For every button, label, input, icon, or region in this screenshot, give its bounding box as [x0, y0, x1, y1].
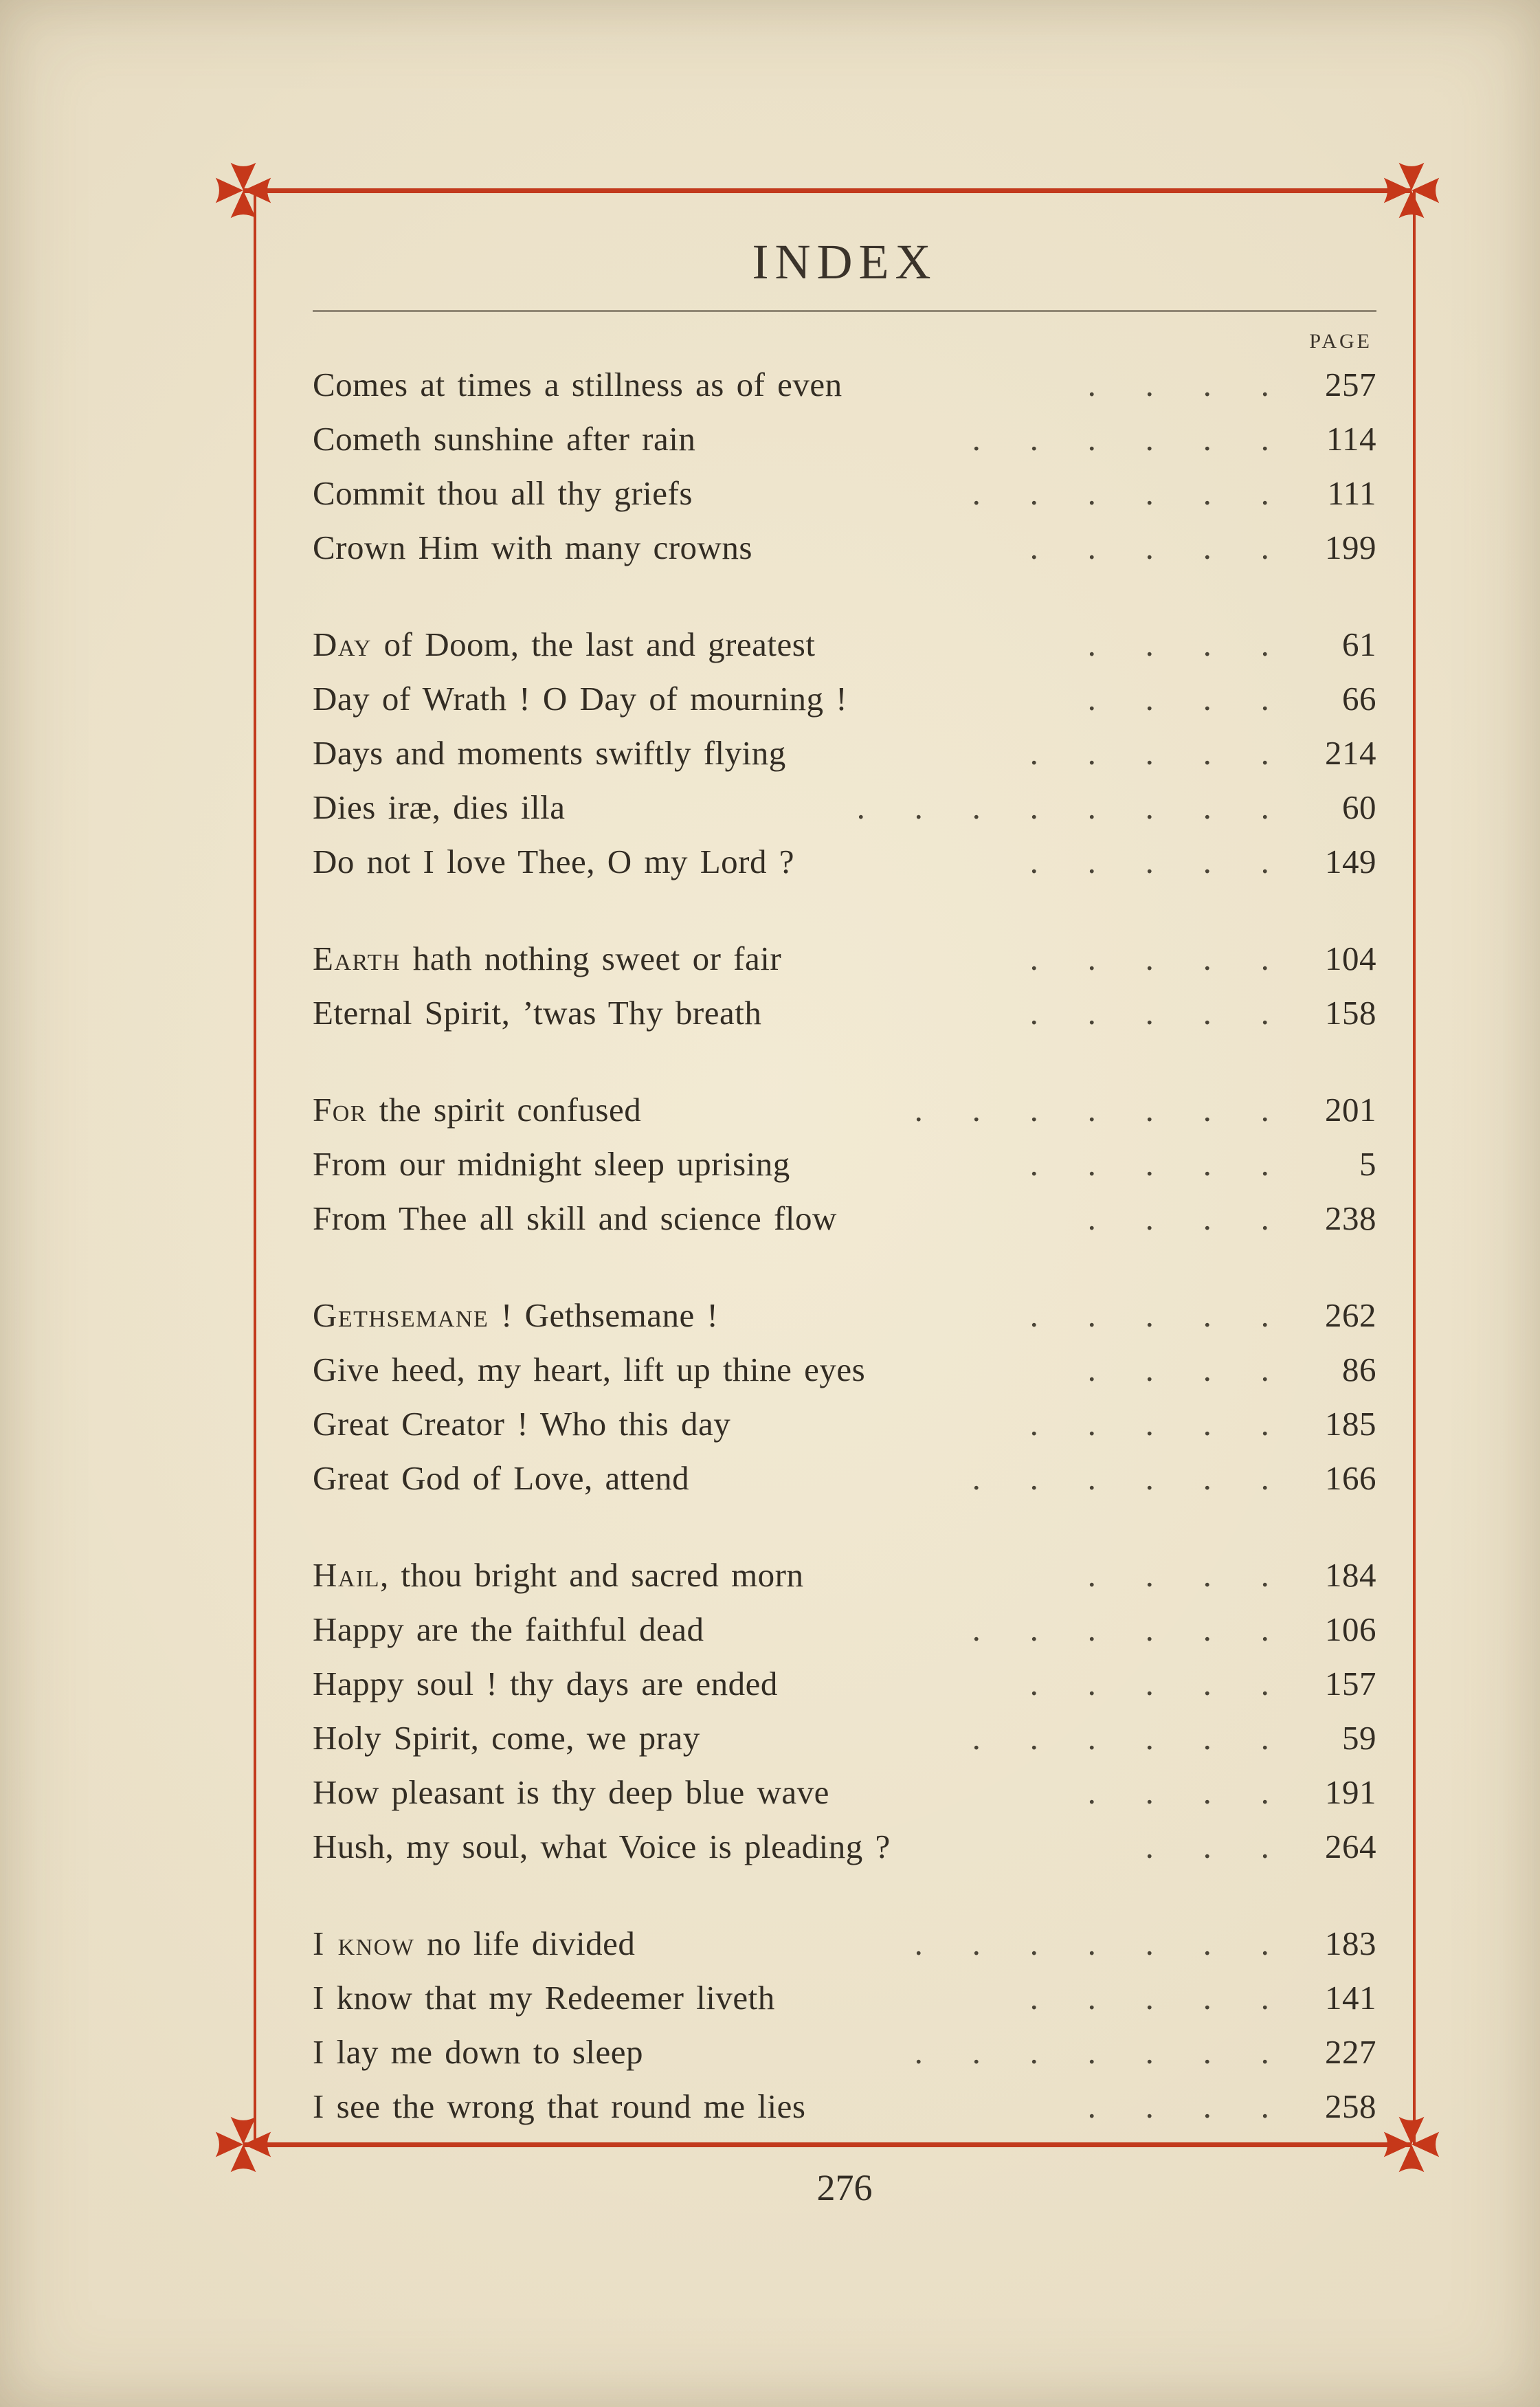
dot-leader: [1063, 672, 1294, 726]
dot-leader: [832, 780, 1294, 834]
leader-dot: .: [1203, 680, 1212, 718]
leader-dot: .: [1260, 1925, 1270, 1962]
index-entry: [313, 617, 1376, 672]
leader-dot: .: [1087, 1665, 1097, 1702]
leader-dot: .: [1145, 788, 1154, 826]
leader-dot: .: [1029, 940, 1039, 977]
entry-first-line: I see the wrong that round me lies: [313, 2087, 806, 2125]
entry-first-line: Happy are the faithful dead: [313, 1610, 704, 1648]
dot-leader: [1063, 617, 1294, 672]
leader-dot: .: [1260, 1351, 1270, 1388]
entry-page-number: 184: [1325, 1556, 1376, 1594]
leader-dot: .: [972, 1925, 981, 1962]
index-entry: [313, 412, 1376, 466]
index-entry: [313, 1342, 1376, 1397]
leader-dot: .: [1145, 1459, 1154, 1497]
index-entry: [313, 1819, 1376, 1874]
dot-leader: [1121, 1819, 1294, 1874]
leader-dot: .: [1260, 940, 1270, 977]
leader-dot: .: [1145, 1610, 1154, 1648]
leader-dot: .: [1087, 1719, 1097, 1757]
dot-leader: [948, 1711, 1294, 1765]
dot-leader: [1063, 2079, 1294, 2133]
leader-dot: .: [1260, 788, 1270, 826]
leader-dot: .: [1145, 1719, 1154, 1757]
dot-leader: [1005, 520, 1294, 575]
index-entry: [313, 1656, 1376, 1711]
entry-page-number: 59: [1342, 1719, 1376, 1757]
leader-dot: .: [1203, 1405, 1212, 1443]
index-entry: [313, 780, 1376, 834]
index-entry: [313, 931, 1376, 986]
index-entry: [313, 1602, 1376, 1656]
leader-dot: .: [1145, 529, 1154, 566]
leader-dot: .: [1029, 1610, 1039, 1648]
leader-dot: .: [1260, 1199, 1270, 1237]
leader-dot: .: [1260, 1459, 1270, 1497]
leader-dot: .: [914, 1091, 924, 1129]
leader-dot: .: [1203, 1610, 1212, 1648]
leader-dot: .: [972, 2033, 981, 2071]
leader-dot: .: [1145, 2033, 1154, 2071]
dot-leader: [1063, 1765, 1294, 1819]
leader-dot: .: [1203, 1979, 1212, 2017]
leader-dot: .: [972, 788, 981, 826]
leader-dot: .: [1029, 529, 1039, 566]
leader-dot: .: [1087, 1145, 1097, 1183]
entry-first-line: From Thee all skill and science flow: [313, 1199, 837, 1237]
leader-dot: .: [1260, 1773, 1270, 1811]
leader-dot: .: [1029, 843, 1039, 880]
page-content: [313, 227, 1376, 2133]
leader-dot: .: [1087, 680, 1097, 718]
leader-dot: .: [972, 474, 981, 512]
leader-dot: .: [1145, 1979, 1154, 2017]
index-entry: [313, 1083, 1376, 1137]
entry-page-number: 86: [1342, 1351, 1376, 1388]
dot-leader: [948, 412, 1294, 466]
entry-first-line: Hush, my soul, what Voice is pleading ?: [313, 1828, 891, 1865]
leader-dot: .: [1203, 1091, 1212, 1129]
leader-dot: .: [1203, 474, 1212, 512]
leader-dot: .: [1087, 843, 1097, 880]
leader-dot: .: [1029, 1405, 1039, 1443]
leader-dot: .: [1029, 1459, 1039, 1497]
index-entry: [313, 672, 1376, 726]
leader-dot: .: [1203, 366, 1212, 403]
entry-page-number: 5: [1359, 1145, 1376, 1183]
entry-page-number: 60: [1342, 788, 1376, 826]
leader-dot: .: [1260, 1610, 1270, 1648]
entry-page-number: 157: [1325, 1665, 1376, 1702]
entry-first-line: Days and moments swiftly flying: [313, 734, 786, 772]
leader-dot: .: [1145, 1773, 1154, 1811]
leader-dot: .: [1203, 788, 1212, 826]
entry-first-line: Eternal Spirit, ’twas Thy breath: [313, 994, 762, 1032]
index-group: [313, 931, 1376, 1040]
entry-page-number: 183: [1325, 1925, 1376, 1962]
dot-leader: [1063, 1191, 1294, 1245]
leader-dot: .: [1203, 1665, 1212, 1702]
index-entry: [313, 986, 1376, 1040]
entry-first-line: For the spirit confused: [313, 1091, 642, 1129]
leader-dot: .: [1087, 1091, 1097, 1129]
entry-page-number: 66: [1342, 680, 1376, 718]
leader-dot: .: [1203, 843, 1212, 880]
entry-first-line: Happy soul ! thy days are ended: [313, 1665, 778, 1702]
entry-first-line: Hail, thou bright and sacred morn: [313, 1556, 804, 1594]
leader-dot: .: [1087, 420, 1097, 458]
index-group: [313, 357, 1376, 575]
leader-dot: .: [1087, 1610, 1097, 1648]
index-entry: [313, 834, 1376, 889]
dot-leader: [948, 466, 1294, 520]
leader-dot: .: [1087, 1296, 1097, 1334]
maltese-cross-icon: [1380, 159, 1443, 222]
leader-dot: .: [1203, 994, 1212, 1032]
leader-dot: .: [1260, 366, 1270, 403]
entry-first-line: Cometh sunshine after rain: [313, 420, 696, 458]
index-entry: [313, 357, 1376, 412]
leader-dot: .: [1087, 529, 1097, 566]
leader-dot: .: [1260, 994, 1270, 1032]
leader-dot: .: [1145, 366, 1154, 403]
entry-page-number: 111: [1327, 474, 1376, 512]
index-entry: [313, 2025, 1376, 2079]
leader-dot: .: [1029, 1719, 1039, 1757]
leader-dot: .: [1145, 2087, 1154, 2125]
index-entry: [313, 1971, 1376, 2025]
entry-page-number: 258: [1325, 2087, 1376, 2125]
index-entry: [313, 726, 1376, 780]
entry-first-line: I know no life divided: [313, 1925, 636, 1962]
leader-dot: .: [1203, 420, 1212, 458]
leader-dot: .: [1087, 625, 1097, 663]
leader-dot: .: [1087, 940, 1097, 977]
entry-page-number: 61: [1342, 625, 1376, 663]
leader-dot: .: [914, 2033, 924, 2071]
folio-page-number: 276: [816, 2167, 873, 2208]
index-group: [313, 1083, 1376, 1245]
leader-dot: .: [1260, 474, 1270, 512]
leader-dot: .: [1087, 1556, 1097, 1594]
entry-first-line: Day of Wrath ! O Day of mourning !: [313, 680, 848, 718]
leader-dot: .: [1260, 2087, 1270, 2125]
leader-dot: .: [1087, 474, 1097, 512]
entry-page-number: 106: [1325, 1610, 1376, 1648]
leader-dot: .: [1260, 734, 1270, 772]
entry-lead-smallcaps: Gethsemane: [313, 1296, 489, 1334]
dot-leader: [1005, 1656, 1294, 1711]
dot-leader: [1005, 1397, 1294, 1451]
entry-first-line: Commit thou all thy griefs: [313, 474, 693, 512]
leader-dot: .: [1029, 1145, 1039, 1183]
leader-dot: .: [1029, 788, 1039, 826]
leader-dot: .: [1260, 1719, 1270, 1757]
index-entry: [313, 1548, 1376, 1602]
leader-dot: .: [1145, 1145, 1154, 1183]
maltese-cross-icon: [212, 159, 275, 222]
dot-leader: [1005, 1288, 1294, 1342]
leader-dot: .: [1260, 1828, 1270, 1865]
leader-dot: .: [1203, 2033, 1212, 2071]
leader-dot: .: [1260, 420, 1270, 458]
entry-page-number: 185: [1325, 1405, 1376, 1443]
leader-dot: .: [1203, 1925, 1212, 1962]
leader-dot: .: [1145, 1405, 1154, 1443]
entry-first-line: Gethsemane ! Gethsemane !: [313, 1296, 719, 1334]
leader-dot: .: [1087, 1459, 1097, 1497]
entry-first-line: Great Creator ! Who this day: [313, 1405, 731, 1443]
dot-leader: [1005, 931, 1294, 986]
leader-dot: .: [1260, 1296, 1270, 1334]
leader-dot: .: [1087, 1773, 1097, 1811]
leader-dot: .: [1029, 2033, 1039, 2071]
leader-dot: .: [1260, 529, 1270, 566]
entry-page-number: 104: [1325, 940, 1376, 977]
dot-leader: [948, 1602, 1294, 1656]
dot-leader: [1063, 357, 1294, 412]
leader-dot: .: [1087, 2033, 1097, 2071]
entry-page-number: 257: [1325, 366, 1376, 403]
leader-dot: .: [1087, 2087, 1097, 2125]
entry-lead-smallcaps: I know: [313, 1925, 415, 1962]
leader-dot: .: [1145, 1296, 1154, 1334]
index-entry: [313, 1765, 1376, 1819]
dot-leader: [1005, 1137, 1294, 1191]
dot-leader: [948, 1451, 1294, 1505]
leader-dot: .: [1029, 1665, 1039, 1702]
leader-dot: .: [1029, 994, 1039, 1032]
leader-dot: .: [1087, 788, 1097, 826]
leader-dot: .: [1087, 1199, 1097, 1237]
entry-lead-smallcaps: Day: [313, 625, 372, 663]
leader-dot: .: [1203, 625, 1212, 663]
entry-page-number: 141: [1325, 1979, 1376, 2017]
dot-leader: [890, 1916, 1294, 1971]
leader-dot: .: [1203, 2087, 1212, 2125]
entry-first-line: From our midnight sleep uprising: [313, 1145, 790, 1183]
leader-dot: .: [1260, 2033, 1270, 2071]
leader-dot: .: [1087, 1925, 1097, 1962]
leader-dot: .: [1203, 1556, 1212, 1594]
leader-dot: .: [1260, 1091, 1270, 1129]
leader-dot: .: [1087, 1351, 1097, 1388]
leader-dot: .: [1260, 1405, 1270, 1443]
leader-dot: .: [1203, 1773, 1212, 1811]
index-entry: [313, 1397, 1376, 1451]
index-list: [313, 357, 1376, 2133]
leader-dot: .: [1087, 1979, 1097, 2017]
entry-first-line: Give heed, my heart, lift up thine eyes: [313, 1351, 866, 1388]
dot-leader: [1005, 834, 1294, 889]
leader-dot: .: [1145, 1556, 1154, 1594]
dot-leader: [1005, 726, 1294, 780]
dot-leader: [1005, 1971, 1294, 2025]
entry-first-line: Dies iræ, dies illa: [313, 788, 566, 826]
frame-rule-bottom: [243, 2142, 1411, 2147]
index-group: [313, 1548, 1376, 1874]
page-title: INDEX: [752, 234, 937, 289]
leader-dot: .: [1145, 474, 1154, 512]
index-entry: [313, 1137, 1376, 1191]
entry-lead-smallcaps: For: [313, 1091, 367, 1129]
leader-dot: .: [914, 1925, 924, 1962]
leader-dot: .: [1203, 1296, 1212, 1334]
leader-dot: .: [1029, 1296, 1039, 1334]
leader-dot: .: [1145, 1665, 1154, 1702]
dot-leader: [1063, 1548, 1294, 1602]
leader-dot: .: [1145, 734, 1154, 772]
leader-dot: .: [1029, 734, 1039, 772]
leader-dot: .: [972, 1091, 981, 1129]
index-entry: [313, 466, 1376, 520]
entry-page-number: 199: [1325, 529, 1376, 566]
leader-dot: .: [1203, 1351, 1212, 1388]
frame-rule-left: [254, 190, 256, 2144]
leader-dot: .: [1203, 1459, 1212, 1497]
leader-dot: .: [1087, 734, 1097, 772]
entry-page-number: 191: [1325, 1773, 1376, 1811]
entry-page-number: 214: [1325, 734, 1376, 772]
dot-leader: [1063, 1342, 1294, 1397]
entry-page-number: 262: [1325, 1296, 1376, 1334]
leader-dot: .: [1260, 1665, 1270, 1702]
index-entry: [313, 1711, 1376, 1765]
leader-dot: .: [1145, 843, 1154, 880]
leader-dot: .: [1260, 625, 1270, 663]
entry-first-line: Crown Him with many crowns: [313, 529, 752, 566]
leader-dot: .: [914, 788, 924, 826]
leader-dot: .: [1029, 1925, 1039, 1962]
entry-page-number: 264: [1325, 1828, 1376, 1865]
leader-dot: .: [1260, 843, 1270, 880]
leader-dot: .: [1203, 1199, 1212, 1237]
frame-rule-top: [243, 188, 1411, 193]
index-entry: [313, 520, 1376, 575]
frame-rule-right: [1413, 190, 1416, 2144]
leader-dot: .: [1029, 1091, 1039, 1129]
entry-page-number: 201: [1325, 1091, 1376, 1129]
leader-dot: .: [1029, 1979, 1039, 2017]
index-entry: [313, 1451, 1376, 1505]
leader-dot: .: [1145, 1925, 1154, 1962]
entry-first-line: How pleasant is thy deep blue wave: [313, 1773, 829, 1811]
index-entry: [313, 2079, 1376, 2133]
leader-dot: .: [1260, 1145, 1270, 1183]
leader-dot: .: [972, 420, 981, 458]
index-group: [313, 1288, 1376, 1505]
entry-first-line: I lay me down to sleep: [313, 2033, 643, 2071]
entry-page-number: 166: [1325, 1459, 1376, 1497]
leader-dot: .: [972, 1610, 981, 1648]
leader-dot: .: [1145, 1199, 1154, 1237]
entry-first-line: Day of Doom, the last and greatest: [313, 625, 816, 663]
leader-dot: .: [1260, 1979, 1270, 2017]
leader-dot: .: [1260, 680, 1270, 718]
index-entry: [313, 1916, 1376, 1971]
leader-dot: .: [1203, 1828, 1212, 1865]
entry-page-number: 158: [1325, 994, 1376, 1032]
leader-dot: .: [856, 788, 866, 826]
leader-dot: .: [1203, 734, 1212, 772]
entry-first-line: Comes at times a stillness as of even: [313, 366, 842, 403]
leader-dot: .: [1203, 1719, 1212, 1757]
leader-dot: .: [1203, 529, 1212, 566]
entry-lead-smallcaps: Earth: [313, 940, 401, 977]
entry-page-number: 238: [1325, 1199, 1376, 1237]
leader-dot: .: [1145, 1351, 1154, 1388]
index-entry: [313, 1191, 1376, 1245]
leader-dot: .: [1260, 1556, 1270, 1594]
leader-dot: .: [1029, 420, 1039, 458]
entry-lead-smallcaps: Hail: [313, 1556, 381, 1594]
entry-page-number: 114: [1326, 420, 1376, 458]
leader-dot: .: [1145, 1828, 1154, 1865]
leader-dot: .: [1203, 940, 1212, 977]
entry-first-line: Great God of Love, attend: [313, 1459, 690, 1497]
header-divider: [313, 310, 1376, 312]
entry-page-number: 149: [1325, 843, 1376, 880]
entry-first-line: Holy Spirit, come, we pray: [313, 1719, 700, 1757]
entry-first-line: Do not I love Thee, O my Lord ?: [313, 843, 794, 880]
leader-dot: .: [1145, 625, 1154, 663]
leader-dot: .: [1087, 366, 1097, 403]
page-column-header: PAGE: [1309, 330, 1372, 353]
entry-first-line: Earth hath nothing sweet or fair: [313, 940, 782, 977]
dot-leader: [890, 1083, 1294, 1137]
leader-dot: .: [1145, 680, 1154, 718]
leader-dot: .: [1145, 1091, 1154, 1129]
maltese-cross-icon: [212, 2113, 275, 2176]
leader-dot: .: [972, 1459, 981, 1497]
leader-dot: .: [1145, 940, 1154, 977]
leader-dot: .: [1087, 994, 1097, 1032]
leader-dot: .: [972, 1719, 981, 1757]
entry-first-line: I know that my Redeemer liveth: [313, 1979, 775, 2017]
index-group: [313, 617, 1376, 889]
maltese-cross-icon: [1380, 2113, 1443, 2176]
leader-dot: .: [1145, 420, 1154, 458]
dot-leader: [1005, 986, 1294, 1040]
leader-dot: .: [1145, 994, 1154, 1032]
index-group: [313, 1916, 1376, 2133]
dot-leader: [890, 2025, 1294, 2079]
leader-dot: .: [1087, 1405, 1097, 1443]
entry-page-number: 227: [1325, 2033, 1376, 2071]
index-entry: [313, 1288, 1376, 1342]
leader-dot: .: [1029, 474, 1039, 512]
leader-dot: .: [1203, 1145, 1212, 1183]
